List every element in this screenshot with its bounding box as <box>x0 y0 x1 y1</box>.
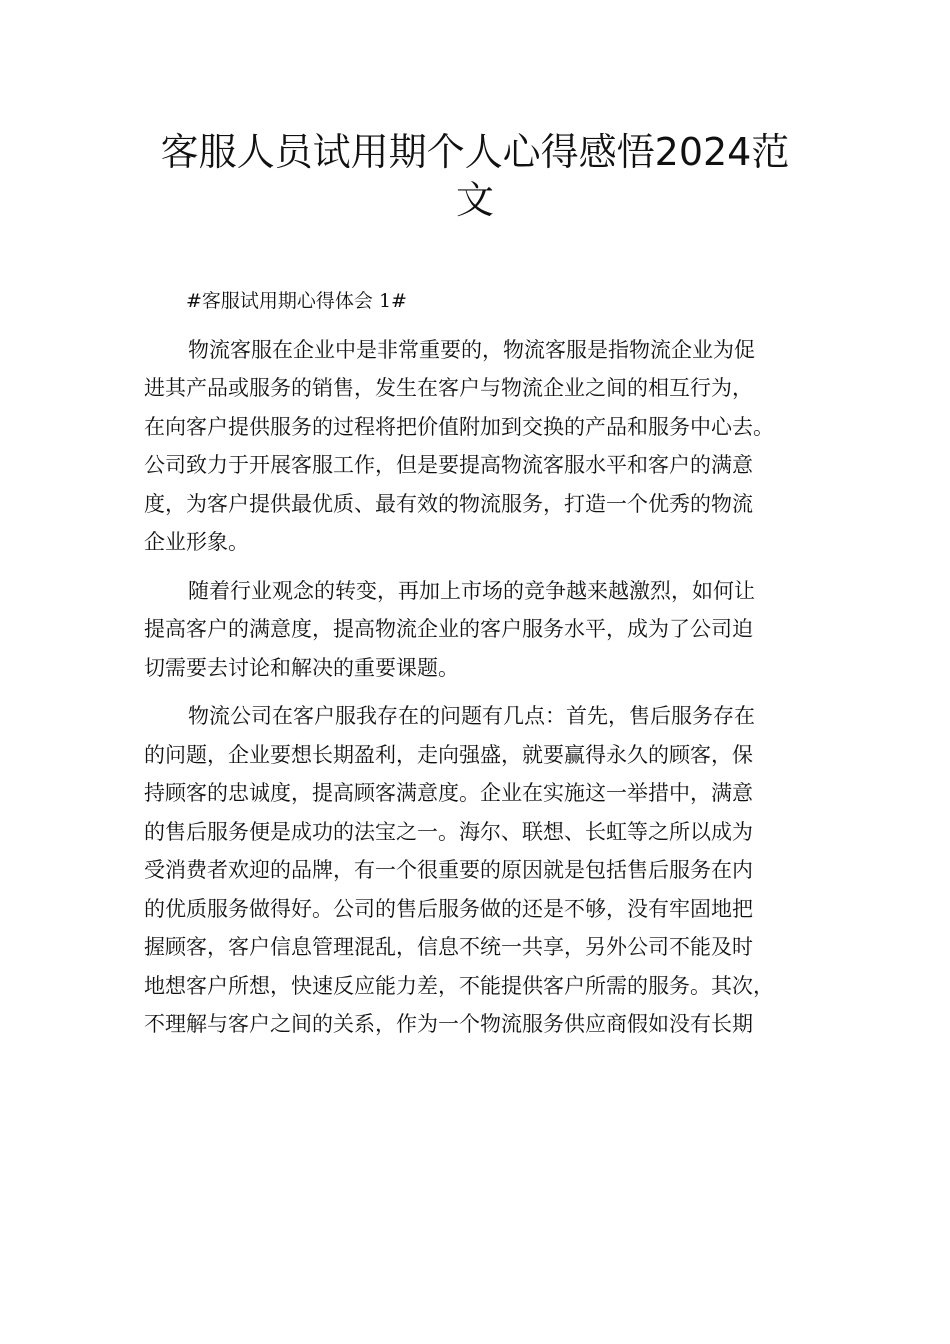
paragraph-line: 持顾客的忠诚度，提高顾客满意度。企业在实施这一举措中，满意 <box>144 781 753 805</box>
paragraph-line: 地想客户所想，快速反应能力差，不能提供客户所需的服务。其次， <box>144 973 774 998</box>
document-title <box>120 128 830 224</box>
paragraph-line: 受消费者欢迎的品牌，有一个很重要的原因就是包括售后服务在内 <box>144 858 753 882</box>
paragraph-2 <box>144 572 824 688</box>
paragraph-line: 企业形象。 <box>144 530 249 554</box>
paragraph-line: 进其产品或服务的销售，发生在客户与物流企业之间的相互行为， <box>144 376 753 400</box>
paragraph-line: 不理解与客户之间的关系，作为一个物流服务供应商假如没有长期 <box>144 1012 753 1036</box>
paragraph-3 <box>144 697 824 1044</box>
paragraph-line: 的售后服务便是成功的法宝之一。海尔、联想、长虹等之所以成为 <box>144 819 753 844</box>
paragraph-line: 提高客户的满意度，提高物流企业的客户服务水平，成为了公司迫 <box>144 617 753 641</box>
title-line-2: 文 <box>455 178 494 222</box>
paragraph-line: 随着行业观念的转变，再加上市场的竞争越来越激烈，如何让 <box>188 578 755 603</box>
paragraph-1 <box>144 331 824 562</box>
paragraph-line: 的优质服务做得好。公司的售后服务做的还是不够，没有牢固地把 <box>144 896 753 921</box>
paragraph-line: 公司致力于开展客服工作，但是要提高物流客服水平和客户的满意 <box>144 453 753 477</box>
paragraph-line: 度，为客户提供最优质、最有效的物流服务，打造一个优秀的物流 <box>144 491 753 516</box>
paragraph-line: 在向客户提供服务的过程将把价值附加到交换的产品和服务中心去。 <box>144 414 774 439</box>
paragraph-line: 物流公司在客户服我存在的问题有几点：首先，售后服务存在 <box>188 704 755 728</box>
paragraph-line: 握顾客，客户信息管理混乱，信息不统一共享，另外公司不能及时 <box>144 935 753 959</box>
paragraph-line: 物流客服在企业中是非常重要的，物流客服是指物流企业为促 <box>188 337 755 362</box>
paragraph-line: 切需要去讨论和解决的重要课题。 <box>144 655 459 680</box>
title-line-1: 客服人员试用期个人心得感悟2024范 <box>160 130 790 174</box>
document-body <box>144 282 824 1044</box>
section-heading: #客服试用期心得体会 1# <box>186 290 407 312</box>
paragraph-line: 的问题，企业要想长期盈利，走向强盛，就要赢得永久的顾客，保 <box>144 742 753 767</box>
